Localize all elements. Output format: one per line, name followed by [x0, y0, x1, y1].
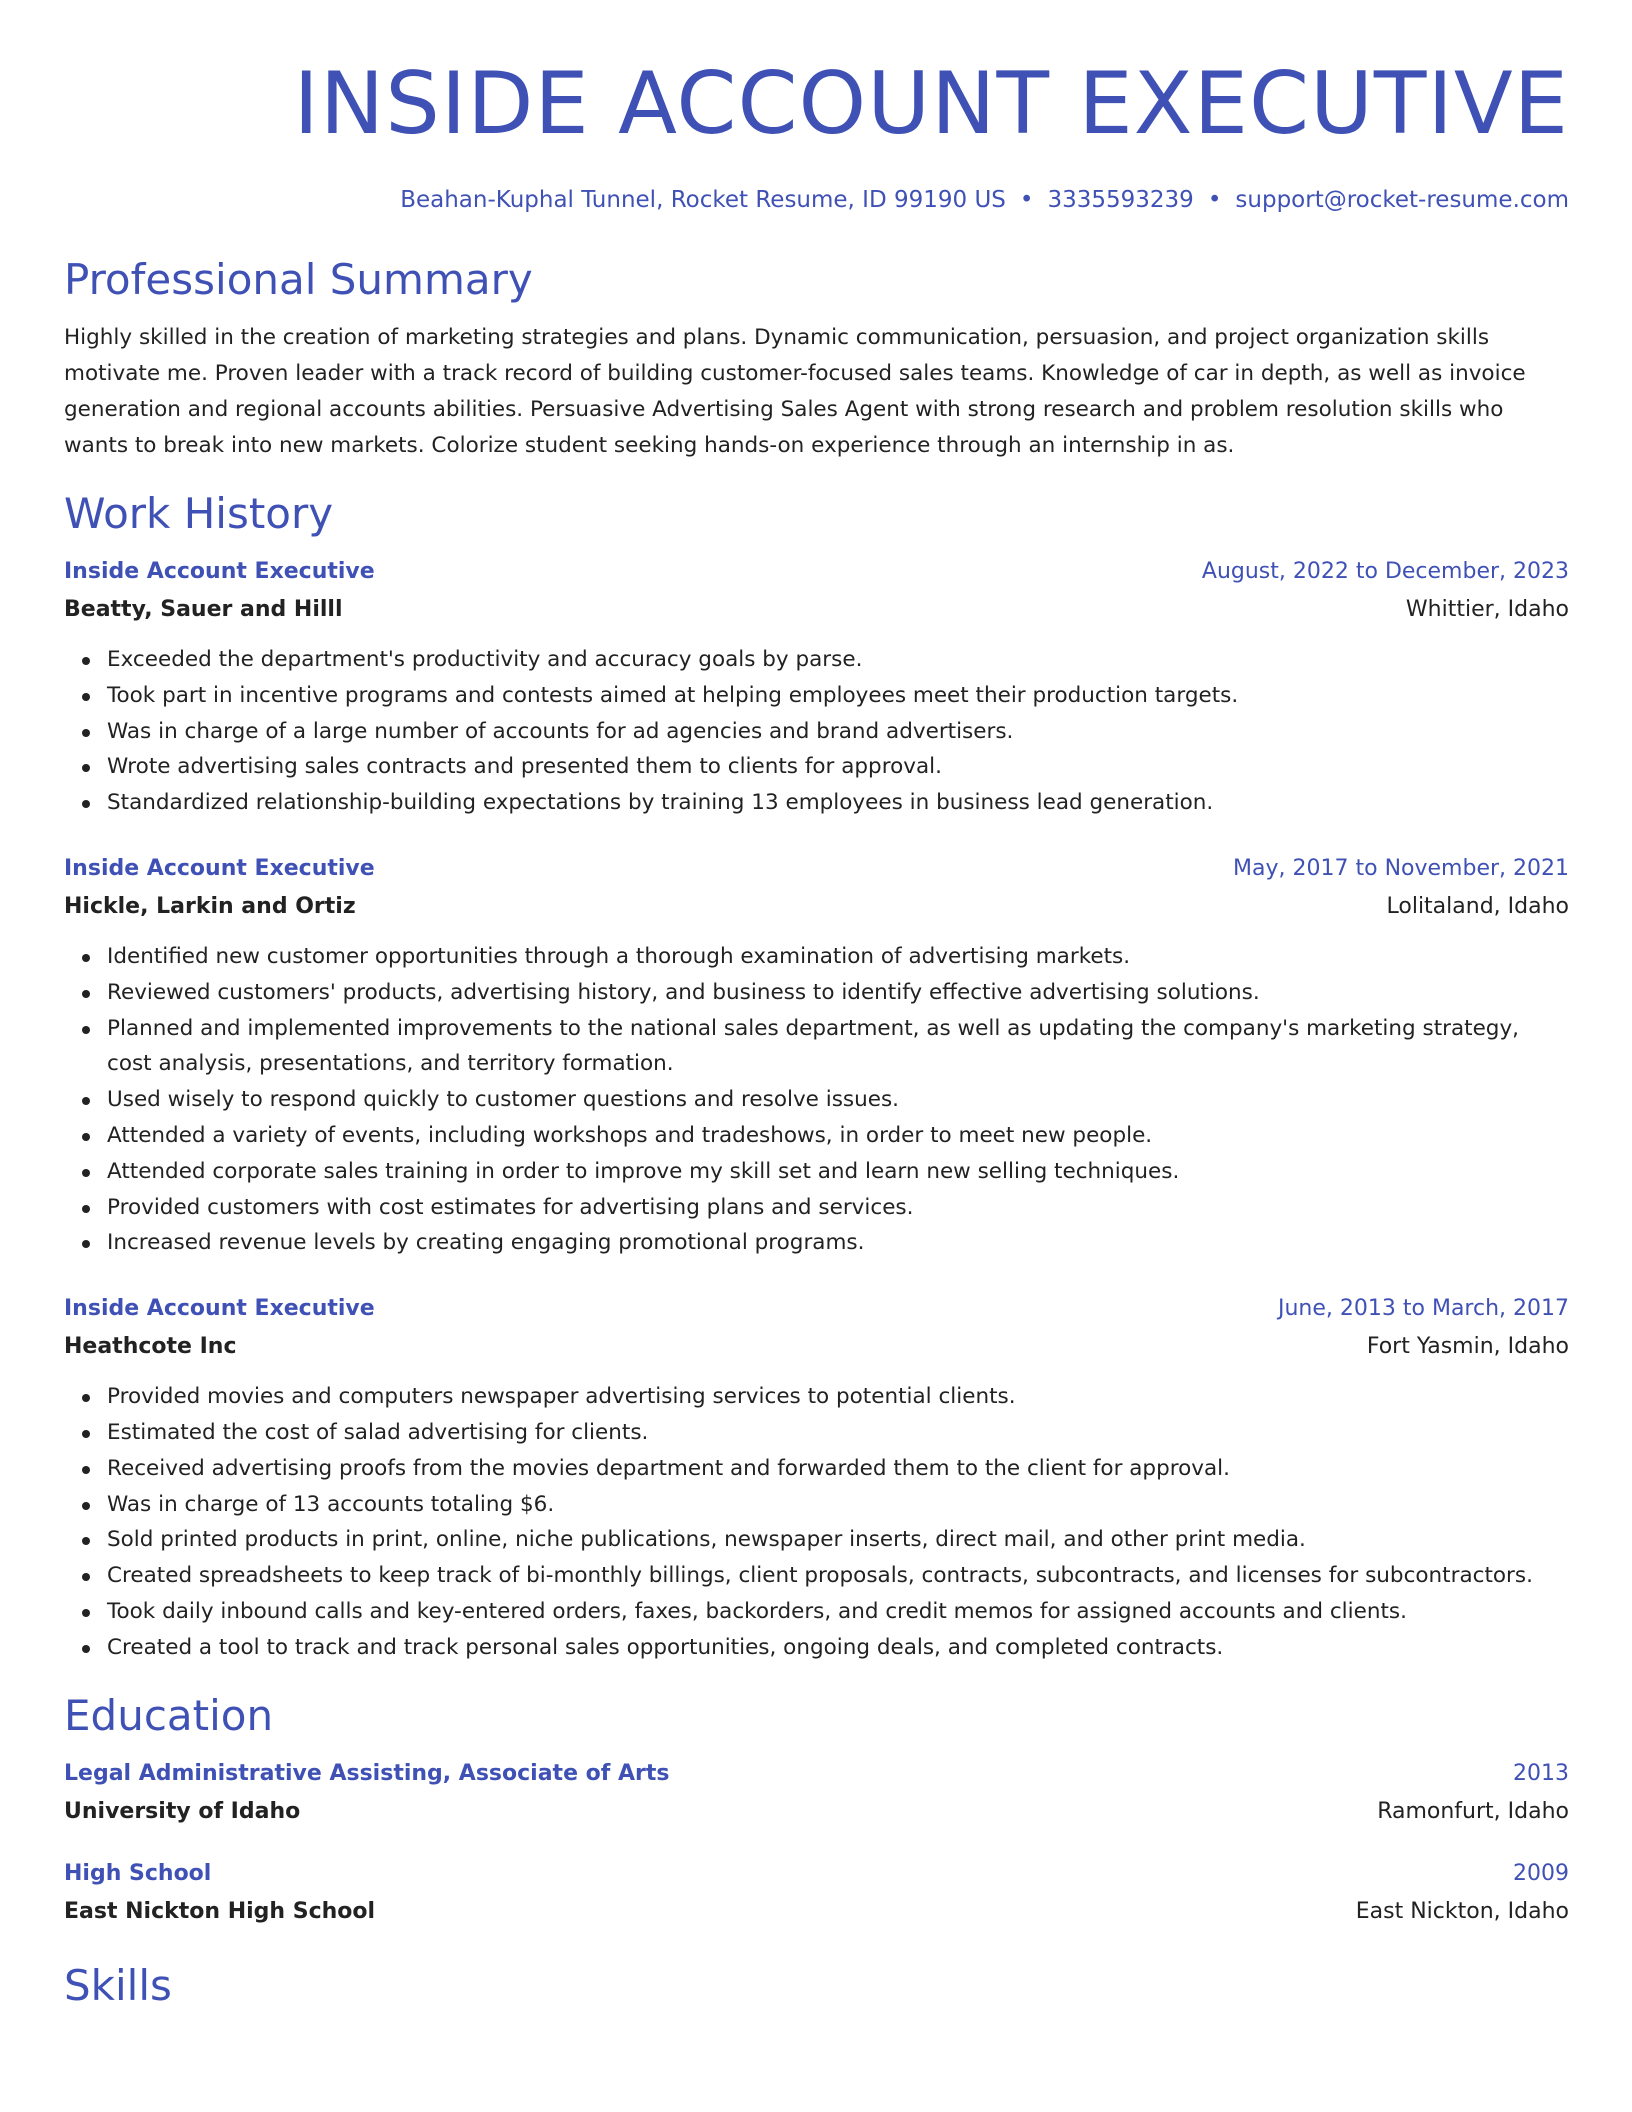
education-list	[64, 1756, 1569, 1932]
skills-heading: Skills	[64, 1960, 172, 2010]
job-dates: August, 2022 to December, 2023	[1201, 559, 1569, 584]
job-company: Hickle, Larkin and Ortiz	[64, 893, 356, 919]
job-bullet: Estimated the cost of salad advertising for clients.	[107, 1415, 1569, 1451]
contact-separator: •	[1207, 187, 1222, 213]
contact-email: support@rocket-resume.com	[1235, 187, 1569, 213]
job-company-row	[64, 590, 1569, 630]
contact-separator: •	[1019, 187, 1034, 213]
job-bullet: Identified new customer opportunities through a thorough examination of advertising markets.	[107, 939, 1569, 975]
job-bullet: Created a tool to track and track personal sales opportunities, ongoing deals, and completed contracts.	[107, 1630, 1569, 1666]
job-bullet-list	[64, 1379, 1569, 1665]
job-bullet: Wrote advertising sales contracts and presented them to clients for approval.	[107, 749, 1569, 785]
education-degree-row	[64, 1756, 1569, 1792]
job-location: Fort Yasmin, Idaho	[1366, 1334, 1569, 1360]
job-bullet: Used wisely to respond quickly to customer questions and resolve issues.	[107, 1082, 1569, 1118]
summary-heading: Professional Summary	[64, 255, 533, 304]
job-bullet: Sold printed products in print, online, niche publications, newspaper inserts, direct mail, and other print media.	[107, 1522, 1569, 1558]
education-location: East Nickton, Idaho	[1355, 1898, 1569, 1924]
job-bullet: Reviewed customers' products, advertising history, and business to identify effective advertising solutions.	[107, 975, 1569, 1011]
job-bullet: Provided customers with cost estimates for advertising plans and services.	[107, 1190, 1569, 1226]
job-title-row	[64, 1291, 1569, 1327]
education-school-row	[64, 1892, 1569, 1932]
job-entry	[64, 1291, 1569, 1665]
job-location: Lolitaland, Idaho	[1386, 893, 1569, 919]
job-title-row	[64, 851, 1569, 887]
resume-title: INSIDE ACCOUNT EXECUTIVE	[293, 54, 1569, 154]
work-history-heading: Work History	[64, 489, 334, 538]
summary-text: Highly skilled in the creation of marketing strategies and plans. Dynamic communication, persuasion, and project organization skills motivate me. Proven leader with a track record of building customer-focused sales teams. Knowledge of car in depth, as well as invoice generation and regional accounts abilities. Persuasive Advertising Sales Agent with strong research and problem resolution skills who wants to break into new markets. Colorize student seeking hands-on experience through an internship in as.	[64, 325, 1526, 458]
education-location: Ramonfurt, Idaho	[1377, 1798, 1569, 1824]
job-bullet: Took daily inbound calls and key-entered orders, faxes, backorders, and credit memos for assigned accounts and clients.	[107, 1594, 1569, 1630]
education-school: East Nickton High School	[64, 1898, 376, 1924]
education-degree: High School	[64, 1860, 212, 1886]
education-degree: Legal Administrative Assisting, Associate of Arts	[64, 1760, 670, 1786]
education-year: 2009	[1513, 1860, 1569, 1886]
contact-address: Beahan-Kuphal Tunnel, Rocket Resume, ID 99190 US	[400, 187, 1006, 213]
job-bullet: Attended corporate sales training in order to improve my skill set and learn new selling techniques.	[107, 1154, 1569, 1190]
job-bullet: Planned and implemented improvements to the national sales department, as well as updating the company's marketing strategy, cost analysis, presentations, and territory formation.	[107, 1011, 1569, 1083]
job-dates: June, 2013 to March, 2017	[1278, 1296, 1569, 1322]
job-dates: May, 2017 to November, 2021	[1233, 855, 1569, 881]
job-bullet: Exceeded the department's productivity and accuracy goals by parse.	[107, 642, 1569, 678]
job-role: Inside Account Executive	[64, 855, 375, 881]
job-bullet: Increased revenue levels by creating engaging promotional programs.	[107, 1225, 1569, 1261]
education-heading: Education	[64, 1690, 274, 1740]
job-bullet: Took part in incentive programs and contests aimed at helping employees meet their production targets.	[107, 678, 1569, 714]
job-location: Whittier, Idaho	[1405, 597, 1569, 622]
education-degree-row	[64, 1856, 1569, 1892]
job-bullet: Was in charge of 13 accounts totaling $6.	[107, 1487, 1569, 1523]
education-entry	[64, 1856, 1569, 1932]
job-bullet-list	[64, 939, 1569, 1261]
job-entry	[64, 851, 1569, 1261]
job-bullet: Standardized relationship-building expectations by training 13 employees in business lead generation.	[107, 785, 1569, 821]
education-school-row	[64, 1792, 1569, 1832]
job-bullet: Created spreadsheets to keep track of bi-monthly billings, client proposals, contracts, subcontracts, and licenses for subcontractors.	[107, 1558, 1569, 1594]
job-entry	[64, 554, 1569, 821]
job-company: Beatty, Sauer and Hilll	[64, 597, 343, 622]
job-company-row	[64, 1327, 1569, 1367]
job-bullet: Provided movies and computers newspaper advertising services to potential clients.	[107, 1379, 1569, 1415]
job-company-row	[64, 887, 1569, 927]
resume-header	[64, 52, 1569, 216]
job-role: Inside Account Executive	[64, 559, 375, 584]
education-entry	[64, 1756, 1569, 1832]
contact-line	[64, 184, 1569, 216]
job-bullet: Was in charge of a large number of accounts for ad agencies and brand advertisers.	[107, 714, 1569, 750]
job-role: Inside Account Executive	[64, 1296, 375, 1322]
job-title-row	[64, 554, 1569, 590]
work-history-list	[64, 554, 1569, 1666]
contact-phone: 3335593239	[1047, 187, 1194, 213]
education-year: 2013	[1513, 1760, 1569, 1786]
job-bullet: Attended a variety of events, including workshops and tradeshows, in order to meet new people.	[107, 1118, 1569, 1154]
job-bullet: Received advertising proofs from the movies department and forwarded them to the client for approval.	[107, 1451, 1569, 1487]
education-school: University of Idaho	[64, 1798, 301, 1824]
job-bullet-list	[64, 642, 1569, 821]
job-company: Heathcote Inc	[64, 1334, 237, 1360]
